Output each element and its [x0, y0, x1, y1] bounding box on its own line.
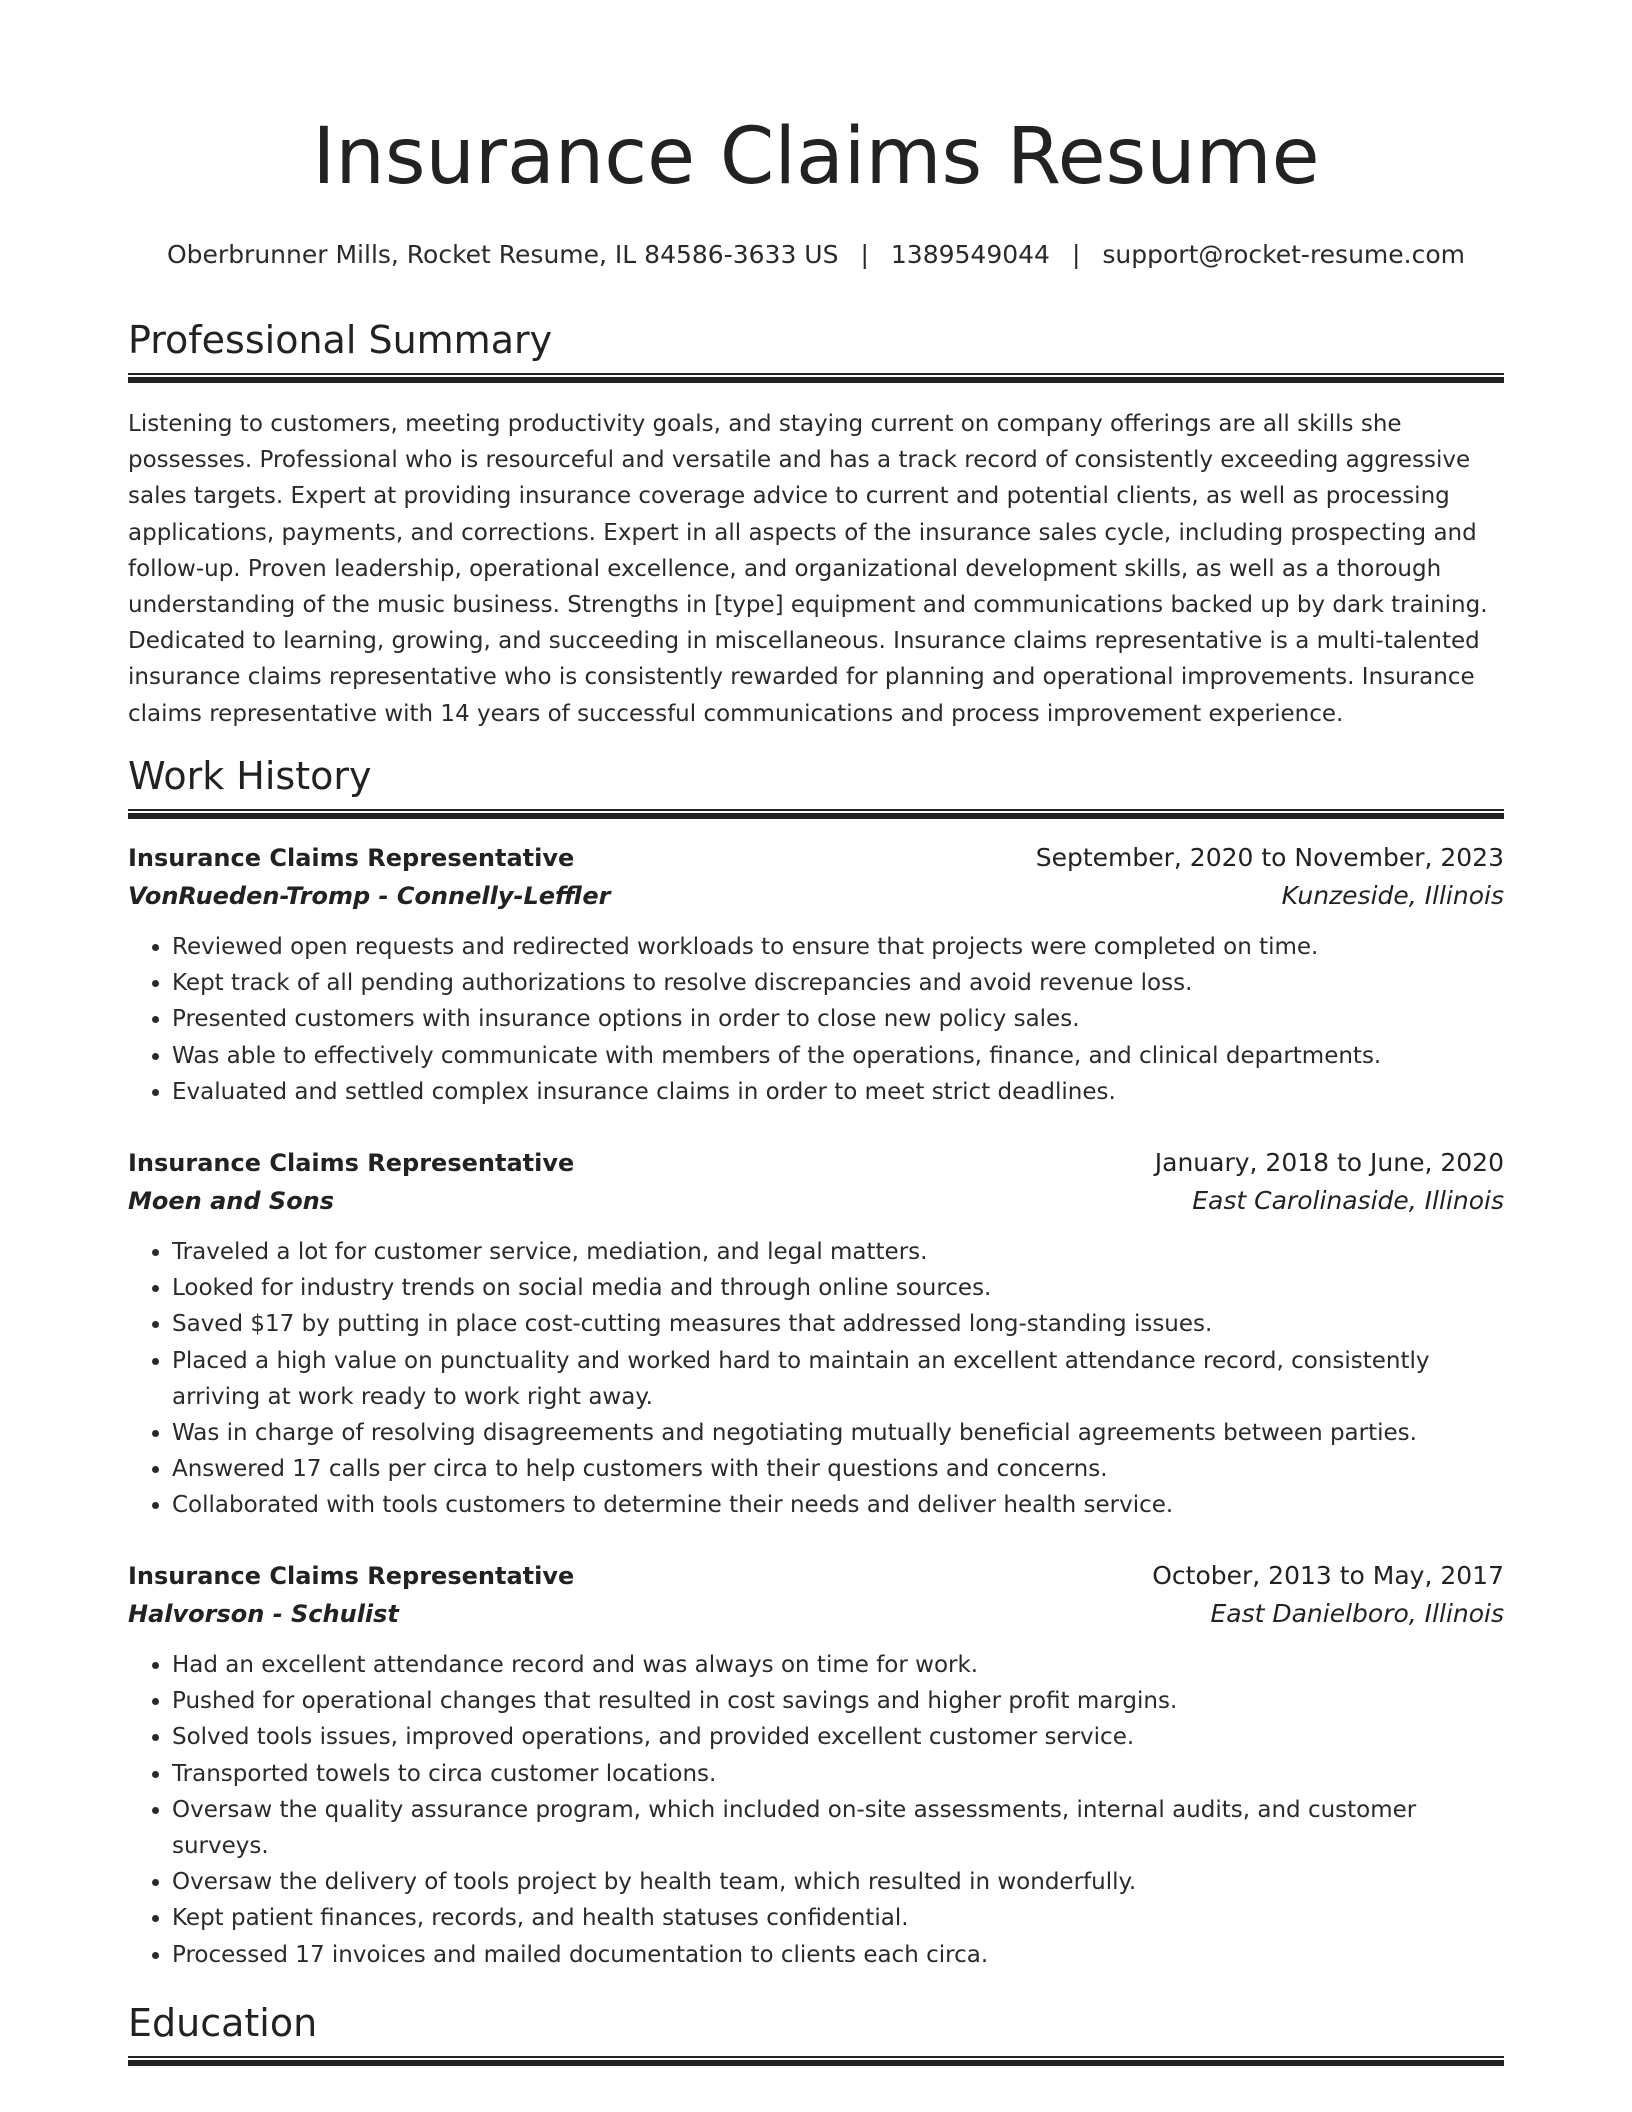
contact-phone: 1389549044 [890, 240, 1050, 269]
job-entry [128, 1557, 1504, 1973]
job-bullet: • Had an excellent attendance record and was always on time for work. [172, 1647, 1504, 1683]
contact-separator: | [1071, 240, 1081, 269]
job-bullet: • Presented customers with insurance options in order to close new policy sales. [172, 1001, 1504, 1037]
job-company-row [128, 877, 1504, 915]
section-divider [128, 2056, 1504, 2066]
section-divider [128, 373, 1504, 383]
job-bullet: • Collaborated with tools customers to determine their needs and deliver health service. [172, 1487, 1504, 1523]
contact-address: Oberbrunner Mills, Rocket Resume, IL 84586-3633 US [166, 240, 839, 269]
job-bullet: • Reviewed open requests and redirected workloads to ensure that projects were completed on time. [172, 929, 1504, 965]
job-bullet: • Processed 17 invoices and mailed documentation to clients each circa. [172, 1937, 1504, 1973]
job-company-row [128, 1182, 1504, 1220]
job-bullet: • Placed a high value on punctuality and worked hard to maintain an excellent attendance record, consistently arriving at work ready to work right away. [172, 1343, 1504, 1415]
job-bullet-list [128, 1647, 1504, 1973]
job-company: VonRueden-Tromp - Connelly-Leffler [128, 882, 611, 910]
resume-title: Insurance Claims Resume [312, 112, 1320, 202]
education-section-header [128, 2001, 1504, 2066]
job-title: Insurance Claims Representative [128, 1562, 575, 1590]
job-bullet: • Evaluated and settled complex insurance claims in order to meet strict deadlines. [172, 1074, 1504, 1110]
job-title: Insurance Claims Representative [128, 844, 575, 872]
job-bullet: • Oversaw the quality assurance program, which included on-site assessments, internal audits, and customer surveys. [172, 1792, 1504, 1864]
section-divider [128, 809, 1504, 819]
job-header-row [128, 1557, 1504, 1595]
job-company-row [128, 1595, 1504, 1633]
job-bullet: • Looked for industry trends on social media and through online sources. [172, 1270, 1504, 1306]
job-bullet-list [128, 929, 1504, 1110]
contact-email[interactable]: support@rocket-resume.com [1102, 240, 1466, 269]
job-bullet: • Was able to effectively communicate with members of the operations, finance, and clinical departments. [172, 1038, 1504, 1074]
job-dates: September, 2020 to November, 2023 [1035, 843, 1504, 872]
job-company: Halvorson - Schulist [128, 1600, 399, 1628]
job-bullet: • Transported towels to circa customer locations. [172, 1756, 1504, 1792]
job-dates: October, 2013 to May, 2017 [1152, 1561, 1504, 1590]
work-section-header [128, 754, 1504, 819]
job-header-row [128, 839, 1504, 877]
job-bullet: • Saved $17 by putting in place cost-cutting measures that addressed long-standing issues. [172, 1306, 1504, 1342]
section-heading-work: Work History [128, 754, 372, 798]
job-bullet: • Kept track of all pending authorizations to resolve discrepancies and avoid revenue loss. [172, 965, 1504, 1001]
job-title: Insurance Claims Representative [128, 1149, 575, 1177]
contact-separator: | [860, 240, 869, 269]
job-company: Moen and Sons [128, 1187, 335, 1215]
section-heading-education: Education [128, 2001, 318, 2045]
job-location: Kunzeside, Illinois [1281, 881, 1504, 910]
contact-line [0, 242, 1632, 267]
job-bullet: • Oversaw the delivery of tools project by health team, which resulted in wonderfully. [172, 1864, 1504, 1900]
section-heading-summary: Professional Summary [128, 318, 553, 362]
job-bullet: • Solved tools issues, improved operations, and provided excellent customer service. [172, 1719, 1504, 1755]
summary-section-header [128, 318, 1504, 383]
summary-text: Listening to customers, meeting productivity goals, and staying current on company offerings are all skills she possesses. Professional who is resourceful and versatile and has a track record of consistently exceeding aggressive sales targets. Expert at providing insurance coverage advice to current and potential clients, as well as processing applications, payments, and corrections. Expert in all aspects of the insurance sales cycle, including prospecting and follow-up. Proven leadership, operational excellence, and organizational development skills, as well as a thorough understanding of the music business. Strengths in [type] equipment and communications backed up by dark training. Dedicated to learning, growing, and succeeding in miscellaneous. Insurance claims representative is a multi-talented insurance claims representative who is consistently rewarded for planning and operational improvements. Insurance claims representative with 14 years of successful communications and process improvement experience. [128, 411, 1488, 727]
job-dates: January, 2018 to June, 2020 [1154, 1148, 1504, 1177]
job-bullet: • Was in charge of resolving disagreements and negotiating mutually beneficial agreements between parties. [172, 1415, 1504, 1451]
job-header-row [128, 1144, 1504, 1182]
job-bullet: • Kept patient finances, records, and health statuses confidential. [172, 1900, 1504, 1936]
job-bullet: • Answered 17 calls per circa to help customers with their questions and concerns. [172, 1451, 1504, 1487]
job-bullet: • Pushed for operational changes that resulted in cost savings and higher profit margins. [172, 1683, 1504, 1719]
job-location: East Danielboro, Illinois [1210, 1599, 1504, 1628]
job-entry [128, 1144, 1504, 1524]
job-bullet-list [128, 1234, 1504, 1524]
job-location: East Carolinaside, Illinois [1192, 1186, 1504, 1215]
job-entry [128, 839, 1504, 1110]
job-bullet: • Traveled a lot for customer service, mediation, and legal matters. [172, 1234, 1504, 1270]
